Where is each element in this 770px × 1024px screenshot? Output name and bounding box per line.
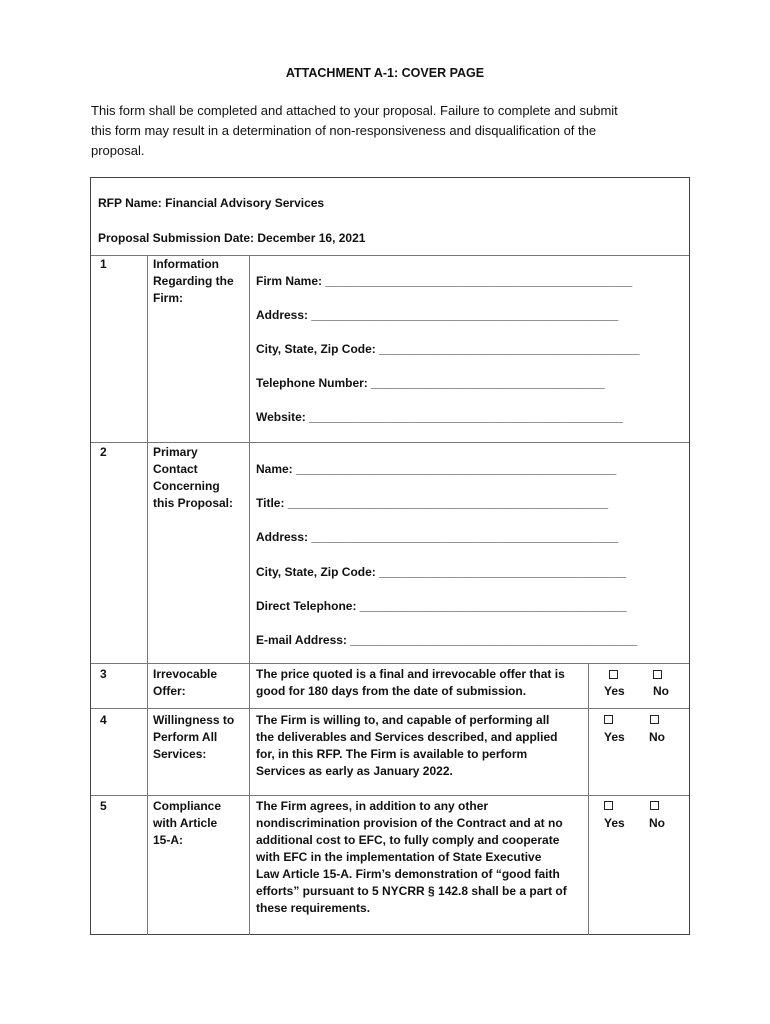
yes-checkbox[interactable]	[604, 801, 613, 810]
section-label-line: Services:	[153, 747, 207, 761]
submission-date: Proposal Submission Date: December 16, 2021	[98, 231, 366, 245]
contact-name-field[interactable]: Name: ________________________________________________	[256, 462, 617, 476]
firm-website-field[interactable]: Website: _______________________________________________	[256, 410, 623, 424]
section-label-line: Information	[153, 257, 219, 271]
column-divider	[147, 255, 148, 935]
intro-line: this form may result in a determination of non-responsiveness and disqualification of the	[91, 123, 597, 138]
row-divider	[91, 708, 689, 709]
section-label-line: Compliance	[153, 799, 222, 813]
statement-line: The Firm is willing to, and capable of performing all	[256, 713, 550, 727]
section-number: 2	[100, 445, 107, 459]
column-divider	[588, 663, 589, 935]
section-number: 5	[100, 799, 107, 813]
yes-label: Yes	[604, 684, 625, 698]
statement-line: good for 180 days from the date of submission.	[256, 684, 527, 698]
page-title: ATTACHMENT A-1: COVER PAGE	[285, 66, 485, 80]
section-label-line: with Article	[153, 816, 218, 830]
yes-label: Yes	[604, 730, 625, 744]
firm-city-state-zip-field[interactable]: City, State, Zip Code: _______________________________________	[256, 342, 640, 356]
statement-line: additional cost to EFC, to fully comply and cooperate	[256, 833, 560, 847]
statement-line: efforts” pursuant to 5 NYCRR § 142.8 shall be a part of	[256, 884, 567, 898]
rfp-name: RFP Name: Financial Advisory Services	[98, 196, 325, 210]
statement-line: these requirements.	[256, 901, 371, 915]
firm-name-field[interactable]: Firm Name: ______________________________________________	[256, 274, 633, 288]
section-label-line: Perform All	[153, 730, 218, 744]
firm-address-field[interactable]: Address: ______________________________________________	[256, 308, 619, 322]
no-label: No	[649, 816, 665, 830]
section-label-line: Concerning	[153, 479, 220, 493]
yes-label: Yes	[604, 816, 625, 830]
statement-line: the deliverables and Services described, and applied	[256, 730, 558, 744]
contact-address-field[interactable]: Address: ______________________________________________	[256, 530, 619, 544]
no-checkbox[interactable]	[650, 715, 659, 724]
section-label-line: 15-A:	[153, 833, 184, 847]
firm-telephone-field[interactable]: Telephone Number: ___________________________________	[256, 376, 605, 390]
contact-direct-telephone-field[interactable]: Direct Telephone: ________________________________________	[256, 599, 627, 613]
section-label-line: Regarding the	[153, 274, 234, 288]
no-checkbox[interactable]	[650, 801, 659, 810]
section-number: 1	[100, 257, 107, 271]
section-label-line: this Proposal:	[153, 496, 234, 510]
section-number: 3	[100, 667, 107, 681]
contact-city-state-zip-field[interactable]: City, State, Zip Code: _____________________________________	[256, 565, 627, 579]
statement-line: for, in this RFP. The Firm is available to perform	[256, 747, 528, 761]
section-label-line: Offer:	[153, 684, 186, 698]
statement-line: The Firm agrees, in addition to any other	[256, 799, 489, 813]
intro-line: proposal.	[91, 143, 145, 158]
yes-checkbox[interactable]	[609, 670, 618, 679]
contact-title-field[interactable]: Title: ________________________________________________	[256, 496, 609, 510]
statement-line: nondiscrimination provision of the Contract and at no	[256, 816, 563, 830]
section-label-line: Willingness to	[153, 713, 235, 727]
section-number: 4	[100, 713, 107, 727]
statement-line: Law Article 15-A. Firm’s demonstration of “good faith	[256, 867, 560, 881]
intro-paragraph	[91, 101, 691, 161]
column-divider	[249, 255, 250, 935]
section-label-line: Irrevocable	[153, 667, 218, 681]
section-label-line: Contact	[153, 462, 198, 476]
section-label-line: Primary	[153, 445, 198, 459]
statement-line: with EFC in the implementation of State Executive	[256, 850, 542, 864]
contact-email-field[interactable]: E-mail Address: ___________________________________________	[256, 633, 638, 647]
yes-checkbox[interactable]	[604, 715, 613, 724]
section-label-line: Firm:	[153, 291, 183, 305]
no-label: No	[653, 684, 669, 698]
statement-line: The price quoted is a final and irrevocable offer that is	[256, 667, 565, 681]
statement-line: Services as early as January 2022.	[256, 764, 453, 778]
row-divider	[91, 795, 689, 796]
intro-line: This form shall be completed and attached to your proposal. Failure to complete and submit	[91, 103, 618, 118]
no-label: No	[649, 730, 665, 744]
no-checkbox[interactable]	[653, 670, 662, 679]
row-divider	[91, 663, 689, 664]
cover-form-table	[90, 177, 690, 935]
row-divider	[91, 442, 689, 443]
